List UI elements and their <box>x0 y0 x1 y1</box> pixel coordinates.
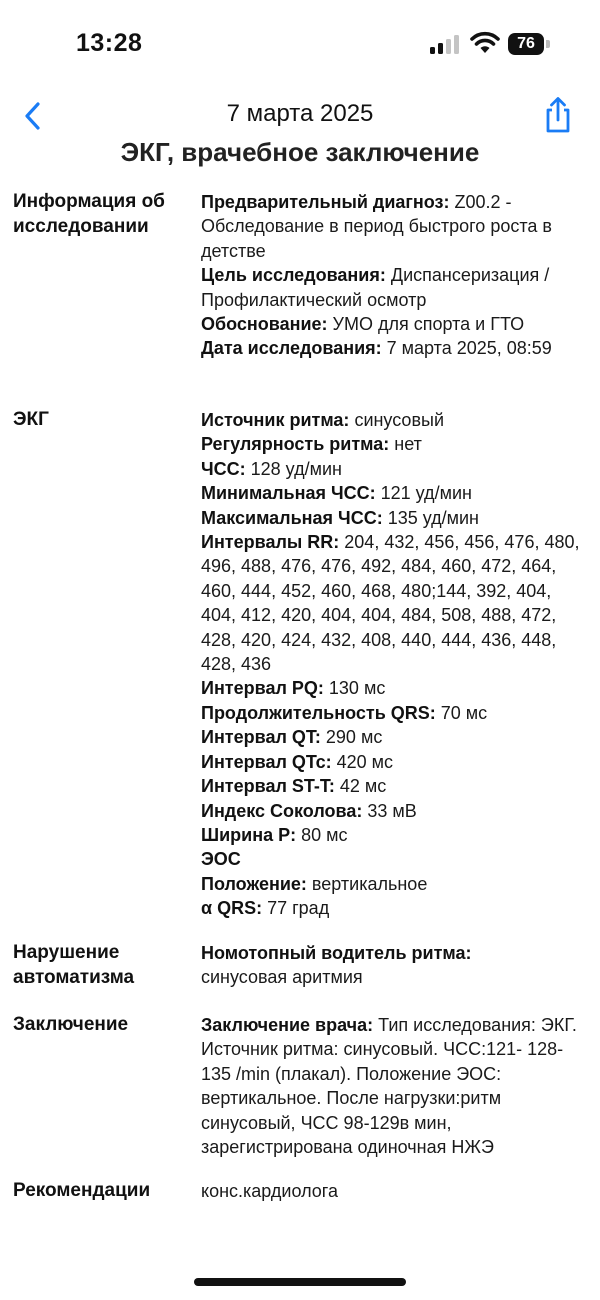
ecg-eos-key: ЭОС <box>201 849 241 870</box>
ecg-hr-value: 128 уд/мин <box>245 458 342 479</box>
ecg-max-hr-value: 135 уд/мин <box>382 507 479 528</box>
ecg-rr-intervals <box>201 530 591 676</box>
ecg-sokolov-key: Индекс Соколова: <box>201 800 363 821</box>
ecg-hr-key: ЧСС: <box>201 458 246 479</box>
ecg-st-t-value: 42 мс <box>334 776 387 797</box>
ecg-max-hr <box>201 506 591 530</box>
status-time: 13:28 <box>76 29 143 57</box>
nav-bar <box>0 90 600 142</box>
section-recommendations-label: Рекомендации <box>13 1180 151 1201</box>
ecg-pq-key: Интервал PQ: <box>201 678 324 699</box>
section-automatism <box>0 941 600 1013</box>
info-basis-value: УМО для спорта и ГТО <box>327 314 525 335</box>
document-title-wrap <box>0 142 600 170</box>
info-date-value: 7 марта 2025, 08:59 <box>381 338 552 359</box>
section-ecg <box>0 408 600 941</box>
ecg-min-hr-key: Минимальная ЧСС: <box>201 483 376 504</box>
section-automatism-label: Нарушение автоматизма <box>13 942 135 988</box>
ecg-eos <box>201 847 591 871</box>
home-indicator[interactable] <box>194 1278 406 1286</box>
section-automatism-value <box>201 941 591 990</box>
section-conclusion <box>0 1013 600 1179</box>
automatism-value: синусовая аритмия <box>201 967 363 988</box>
cellular-signal-icon <box>430 34 462 54</box>
ecg-min-hr-value: 121 уд/мин <box>375 483 472 504</box>
battery-icon <box>508 33 552 55</box>
ecg-p-width <box>201 823 591 847</box>
section-info-value <box>201 190 591 361</box>
ecg-alpha-qrs-key: α QRS: <box>201 898 263 919</box>
ecg-alpha-qrs-value: 77 град <box>262 898 330 919</box>
ecg-qrs-key: Продолжительность QRS: <box>201 702 436 723</box>
ecg-sokolov <box>201 799 591 823</box>
info-goal-value: Диспансеризация / Профилактический осмотр <box>201 265 550 310</box>
info-basis <box>201 312 591 336</box>
section-ecg-value <box>201 408 591 921</box>
conclusion-text <box>201 1013 591 1159</box>
ecg-pq-value: 130 мс <box>323 678 386 699</box>
ecg-regularity-value: нет <box>389 434 422 455</box>
ecg-regularity <box>201 432 591 456</box>
recommendations-value: конс.кардиолога <box>201 1181 338 1201</box>
ecg-rr-value: 204, 432, 456, 456, 476, 480, 496, 488, 476, 476, 492, 484, 460, 472, 464, 460, 444, 452, 460, 468, 480;144, 392, 404, 404, 412, 420, 404, 404, 484, 508, 488, 472, 428, 420, 424, 432, 408, 440, 444, 436, 448, 428, 436 <box>201 532 580 675</box>
section-recommendations-value <box>201 1179 591 1203</box>
ecg-qt-key: Интервал QT: <box>201 727 321 748</box>
ecg-st-t <box>201 774 591 798</box>
wifi-icon <box>470 31 500 55</box>
ecg-rhythm-value: синусовый <box>349 410 444 430</box>
info-diagnosis <box>201 190 591 263</box>
section-ecg-label: ЭКГ <box>13 409 49 430</box>
info-diagnosis-value: Z00.2 - Обследование в период быстрого роста в детстве <box>201 192 552 261</box>
ecg-qrs-value: 70 мс <box>435 702 488 723</box>
ecg-max-hr-key: Максимальная ЧСС: <box>201 507 383 528</box>
ecg-pq <box>201 676 591 700</box>
ecg-position <box>201 872 591 896</box>
ecg-rr-key: Интервалы RR: <box>201 532 340 553</box>
ecg-position-key: Положение: <box>201 873 307 894</box>
share-button[interactable] <box>538 94 578 136</box>
document-title: ЭКГ, врачебное заключение <box>120 142 480 167</box>
conclusion-value: Тип исследования: ЭКГ. Источник ритма: синусовый. ЧСС:121- 128-135 /min (плакал). Положение ЭОС: вертикальное. После нагрузки:ритм синусовый, ЧСС 98-129в мин, зарегистрирована одиночная НЖЭ <box>201 1015 577 1158</box>
ecg-qtc-value: 420 мс <box>331 751 393 772</box>
ecg-qtc <box>201 750 591 774</box>
report-content <box>0 190 600 1219</box>
status-bar <box>0 0 600 90</box>
ecg-st-t-key: Интервал ST-T: <box>201 776 335 797</box>
ecg-qt-value: 290 мс <box>320 727 383 748</box>
info-date <box>201 336 591 360</box>
ecg-qtc-key: Интервал QTc: <box>201 751 332 772</box>
conclusion-key: Заключение врача: <box>201 1015 374 1035</box>
share-icon <box>538 94 578 136</box>
section-recommendations <box>0 1179 600 1219</box>
ecg-hr <box>201 457 591 481</box>
section-conclusion-label: Заключение <box>13 1014 129 1035</box>
ecg-rhythm <box>201 408 591 432</box>
ecg-qrs <box>201 701 591 725</box>
info-date-key: Дата исследования: <box>201 338 382 359</box>
ecg-p-width-key: Ширина P: <box>201 824 297 845</box>
info-goal-key: Цель исследования: <box>201 265 386 286</box>
ecg-min-hr <box>201 481 591 505</box>
ecg-rhythm-key: Источник ритма: <box>201 410 350 430</box>
nav-title: 7 марта 2025 <box>226 100 374 127</box>
ecg-p-width-value: 80 мс <box>296 824 348 845</box>
ecg-position-value: вертикальное <box>306 873 428 894</box>
info-basis-key: Обоснование: <box>201 314 328 335</box>
ecg-regularity-key: Регулярность ритма: <box>201 434 390 455</box>
section-info-label: Информация об исследовании <box>13 191 165 237</box>
battery-level: 76 <box>517 35 535 52</box>
ecg-sokolov-value: 33 мВ <box>362 800 417 821</box>
ecg-alpha-qrs <box>201 896 591 920</box>
automatism-key: Номотопный водитель ритма: <box>201 943 472 963</box>
info-goal <box>201 263 591 312</box>
section-conclusion-value <box>201 1013 591 1159</box>
info-diagnosis-key: Предварительный диагноз: <box>201 192 450 212</box>
section-info <box>0 190 600 408</box>
automatism-key-line <box>201 941 591 965</box>
ecg-qt <box>201 725 591 749</box>
